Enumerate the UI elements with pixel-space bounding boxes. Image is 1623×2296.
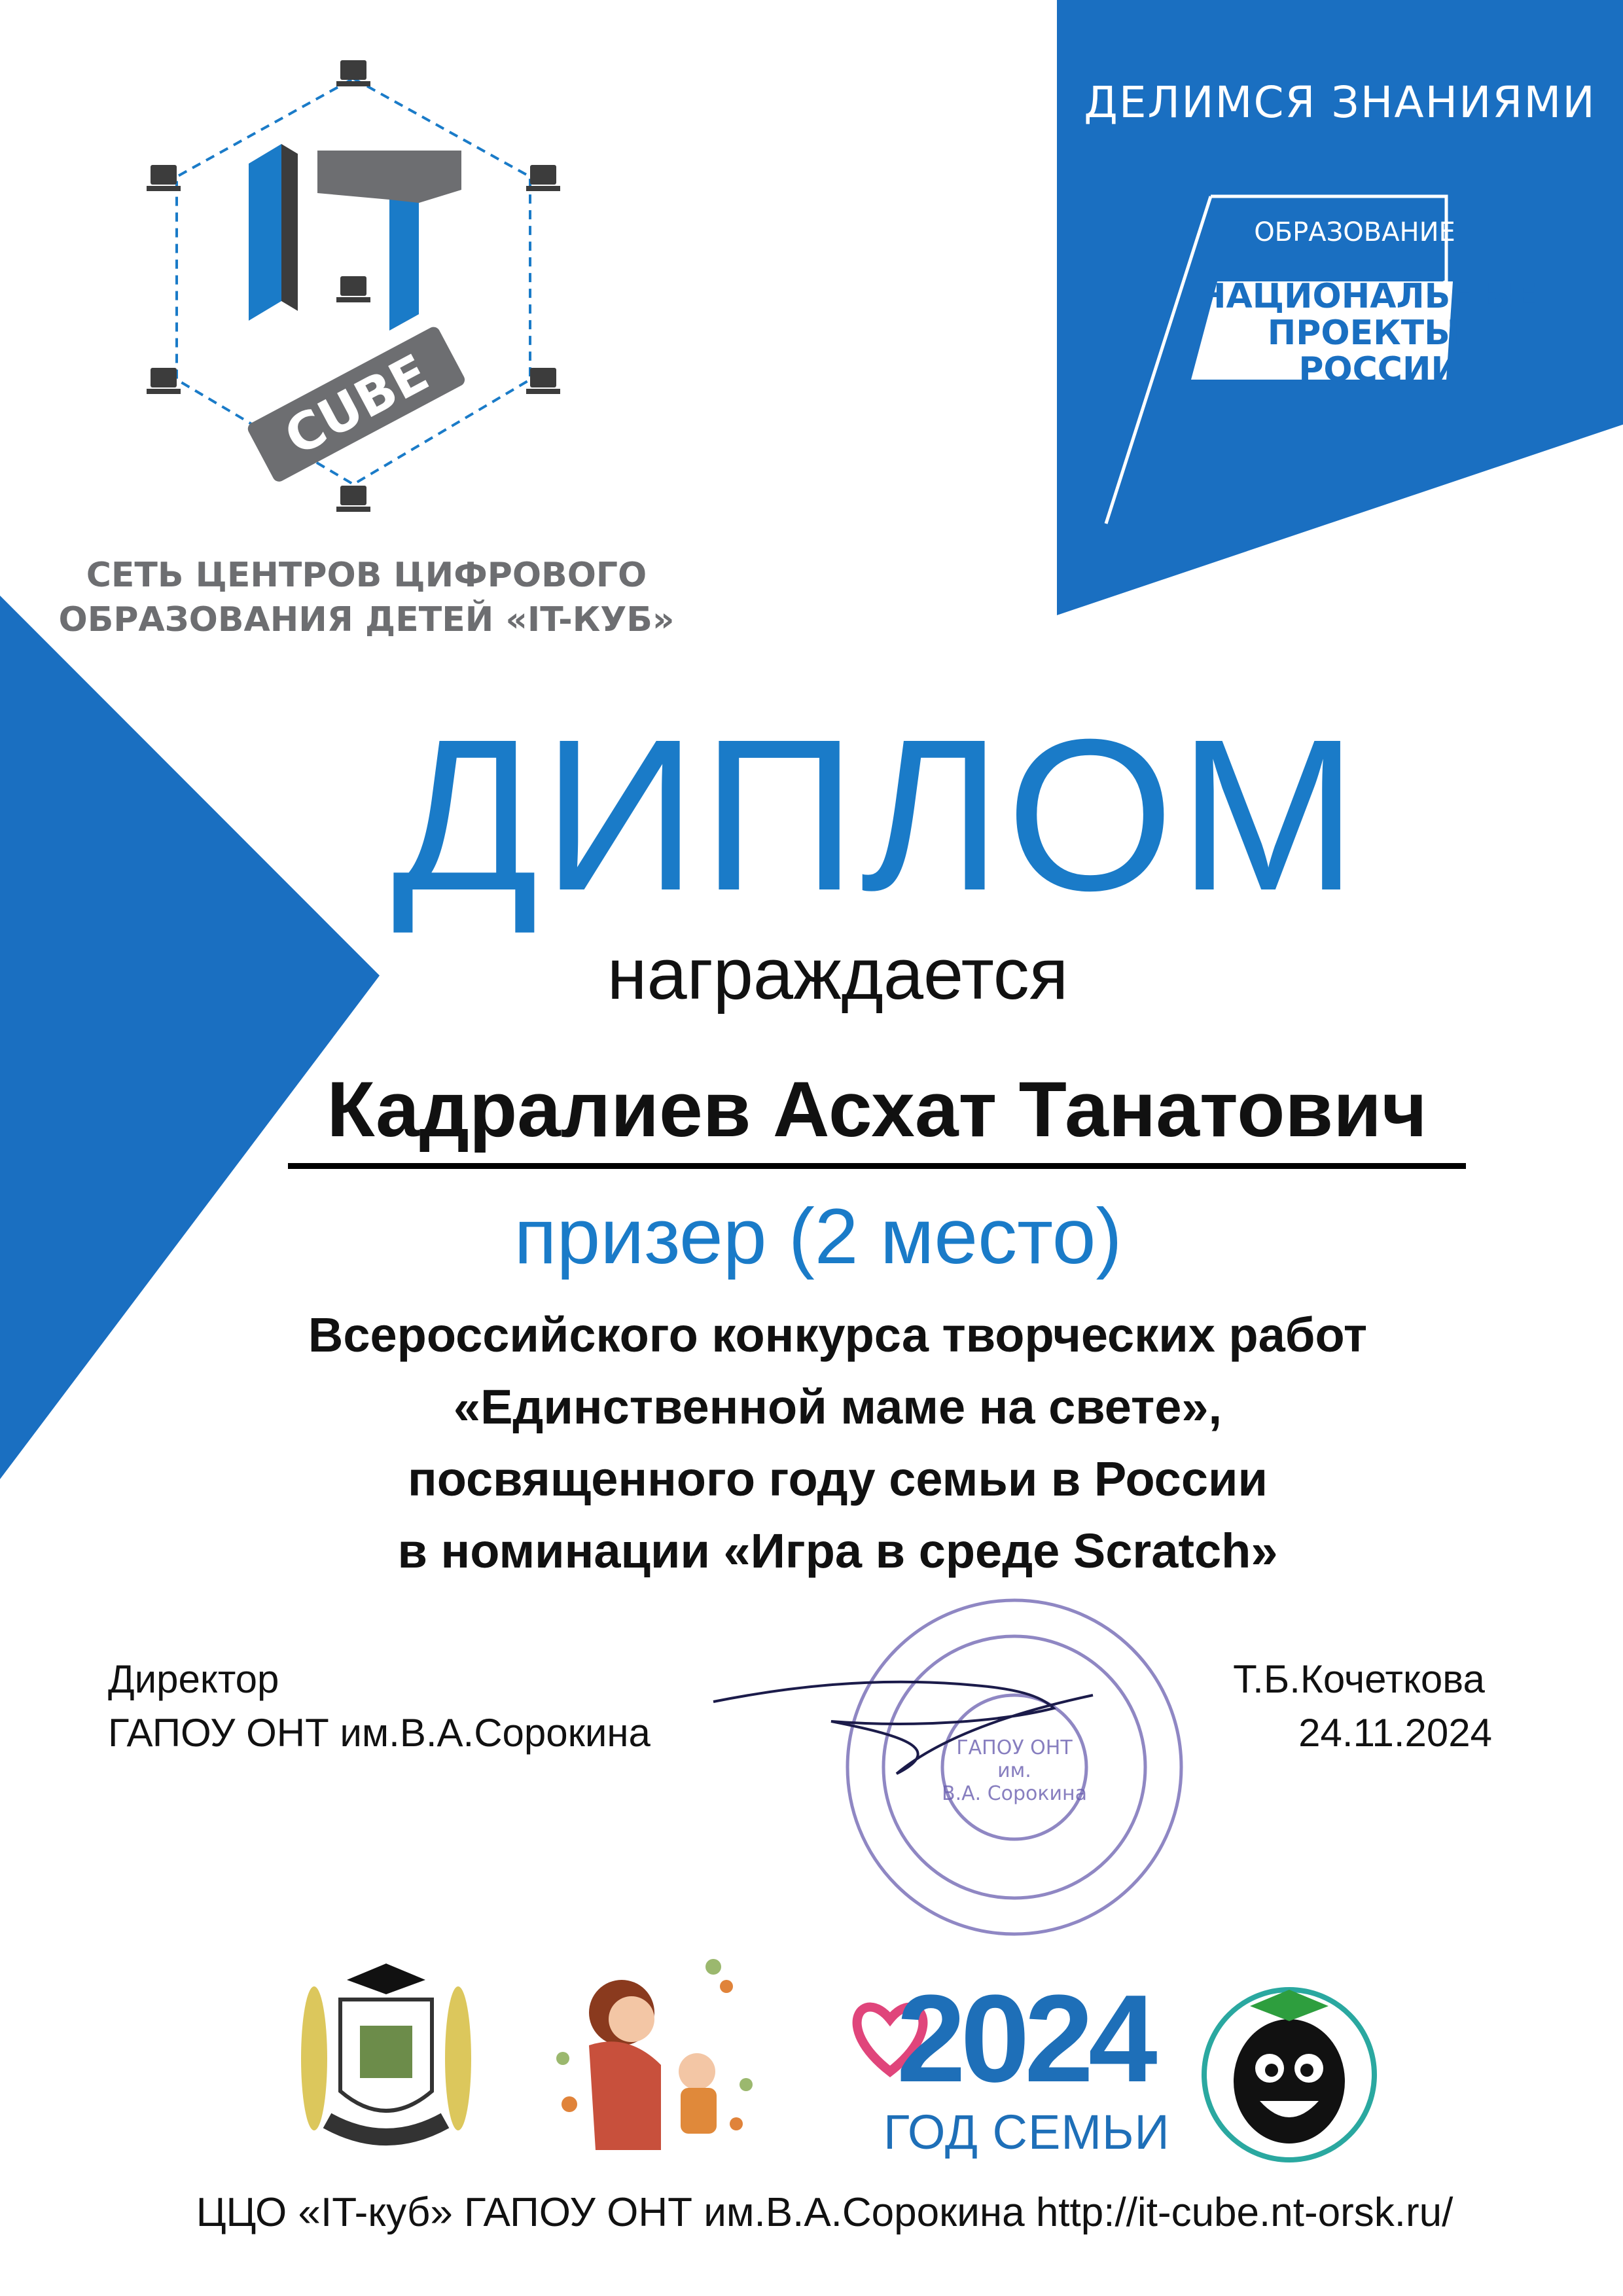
smiley-mascot-logo [1198, 1970, 1381, 2166]
stamp-line: им. [997, 1759, 1031, 1782]
mother-child-illustration [550, 1941, 759, 2163]
stamp-line: ГАПОУ ОНТ [956, 1736, 1073, 1759]
awarded-label: награждается [607, 934, 1069, 1014]
description-line: в номинации «Игра в среде Scratch» [397, 1524, 1278, 1578]
cube-text: CUBE [276, 343, 438, 467]
footer-text: ЦЦО «IT-куб» ГАПОУ ОНТ им.В.А.Сорокина http://it-cube.nt-orsk.ru/ [196, 2190, 1454, 2235]
director-block [108, 1653, 651, 1760]
national-projects-title: НАЦИОНАЛЬНЫЕ ПРОЕКТЫ РОССИИ [1198, 277, 1538, 389]
issue-date: 24.11.2024 [1298, 1711, 1492, 1755]
recipient-underline [288, 1163, 1466, 1169]
signer-name: Т.Б.Кочеткова [1233, 1657, 1485, 1701]
recipient-name: Кадралиев Асхат Танатович [327, 1066, 1427, 1153]
year-of-family-number: 2024 [897, 1969, 1152, 2108]
description-line: «Единственной маме на свете», [453, 1380, 1222, 1434]
director-organization: ГАПОУ ОНТ им.В.А.Сорокина [108, 1711, 651, 1755]
competition-description [0, 1299, 1623, 1587]
description-line: посвященного году семьи в России [408, 1452, 1268, 1506]
description-line: Всероссийского конкурса творческих работ [308, 1308, 1368, 1362]
year-of-family-label: ГОД СЕМЬИ [883, 2105, 1170, 2159]
signer-block [1233, 1653, 1492, 1760]
award-place: призер (2 место) [514, 1193, 1122, 1280]
computer-icons [147, 60, 560, 512]
it-cube-logo [137, 52, 569, 524]
national-projects-category: ОБРАЗОВАНИЕ [1254, 217, 1455, 247]
diploma-title: ДИПЛОМ [391, 694, 1362, 935]
director-title: Директор [108, 1657, 279, 1701]
it-cube-network-name: СЕТЬ ЦЕНТРОВ ЦИФРОВОГО ОБРАЗОВАНИЯ ДЕТЕЙ «IT-КУБ» [58, 556, 675, 639]
share-knowledge-slogan: ДЕЛИМСЯ ЗНАНИЯМИ [1084, 77, 1596, 128]
oil-college-emblem [288, 1954, 484, 2170]
stamp-line: В.А. Сорокина [941, 1782, 1088, 1805]
signature [700, 1649, 1132, 1780]
